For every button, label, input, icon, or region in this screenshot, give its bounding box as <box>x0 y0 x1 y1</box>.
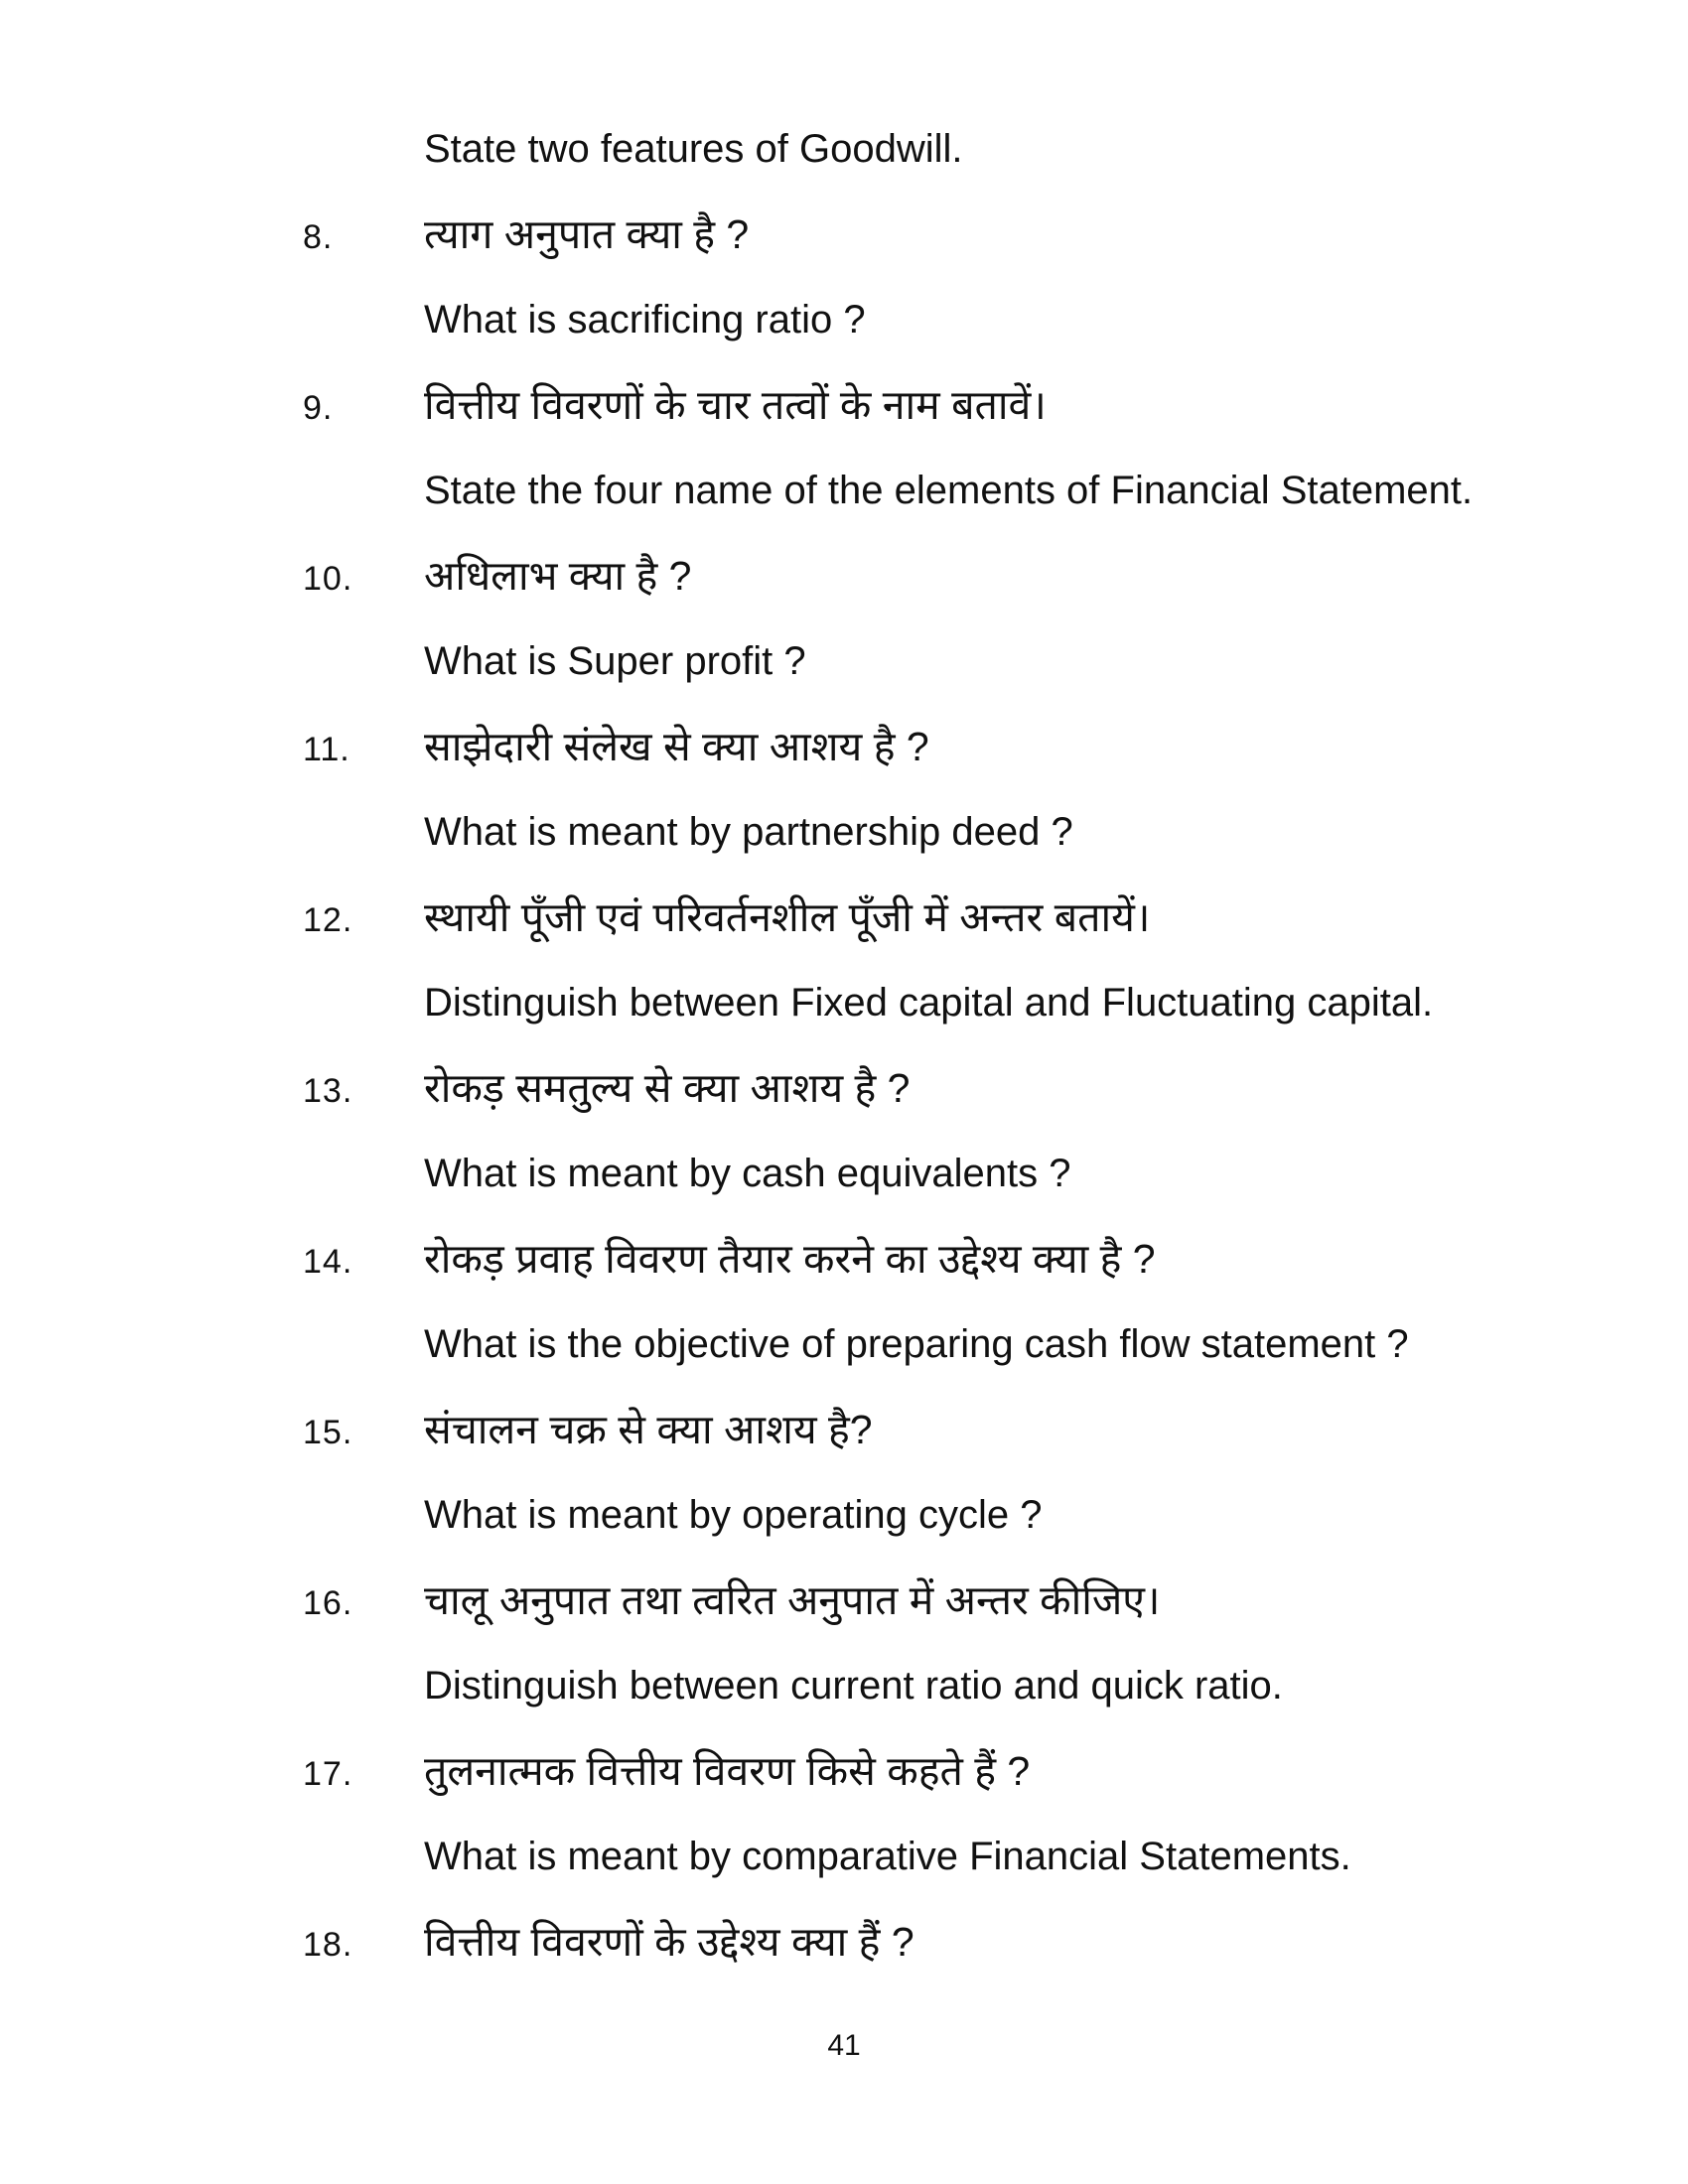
question-english-text: Distinguish between current ratio and quick ratio. <box>424 1664 1283 1707</box>
question-hindi-text: वित्तीय विवरणों के चार तत्वों के नाम बतावें। <box>424 382 1047 428</box>
question-english-text: What is meant by comparative Financial Statements. <box>424 1835 1351 1878</box>
question-english-text: What is the objective of preparing cash flow statement ? <box>424 1322 1409 1366</box>
question-hindi-text: साझेदारी संलेख से क्या आशय है ? <box>424 724 929 769</box>
question-english-line <box>0 1833 1688 1918</box>
question-number: 12. <box>303 901 353 939</box>
question-hindi-line <box>0 1576 1688 1662</box>
question-english-line <box>0 808 1688 893</box>
question-english-text: State the four name of the elements of Financial Statement. <box>424 469 1474 512</box>
question-english-text: What is sacrificing ratio ? <box>424 298 866 341</box>
question-english-line <box>0 1320 1688 1406</box>
question-hindi-line <box>0 1235 1688 1320</box>
question-number: 14. <box>303 1243 353 1281</box>
question-number: 18. <box>303 1926 353 1964</box>
question-hindi-line <box>0 381 1688 467</box>
question-hindi-line <box>0 1064 1688 1150</box>
question-english-text: What is meant by operating cycle ? <box>424 1493 1043 1537</box>
question-english-line <box>0 467 1688 552</box>
question-english-text: State two features of Goodwill. <box>424 127 963 171</box>
question-english-line <box>0 1150 1688 1235</box>
question-hindi-text: चालू अनुपात तथा त्वरित अनुपात में अन्तर कीजिए। <box>424 1577 1161 1623</box>
question-number: 15. <box>303 1414 353 1451</box>
question-hindi-line <box>0 552 1688 637</box>
question-english-line <box>0 979 1688 1064</box>
question-hindi-text: वित्तीय विवरणों के उद्देश्य क्या हैं ? <box>424 1919 914 1965</box>
question-hindi-text: संचालन चक्र से क्या आशय है? <box>424 1407 873 1452</box>
question-hindi-text: तुलनात्मक वित्तीय विवरण किसे कहते हैं ? <box>424 1748 1031 1794</box>
question-english-text: What is meant by cash equivalents ? <box>424 1152 1071 1195</box>
question-hindi-text: स्थायी पूँजी एवं परिवर्तनशील पूँजी में अन्तर बतायें। <box>424 894 1151 940</box>
question-hindi-text: त्याग अनुपात क्या है ? <box>424 211 750 257</box>
question-hindi-text: रोकड़ प्रवाह विवरण तैयार करने का उद्देश्य क्या है ? <box>424 1236 1156 1282</box>
orphan-english-line <box>0 125 1688 210</box>
question-english-line <box>0 637 1688 723</box>
question-hindi-line <box>0 893 1688 979</box>
question-hindi-text: रोकड़ समतुल्य से क्या आशय है ? <box>424 1065 911 1111</box>
question-hindi-line <box>0 1406 1688 1491</box>
question-hindi-line <box>0 723 1688 808</box>
question-list <box>0 125 1688 2003</box>
question-hindi-text: अधिलाभ क्या है ? <box>424 553 692 599</box>
question-number: 8. <box>303 218 334 256</box>
question-english-text: Distinguish between Fixed capital and Fluctuating capital. <box>424 981 1434 1024</box>
question-english-line <box>0 296 1688 381</box>
question-english-text: What is Super profit ? <box>424 639 806 683</box>
question-number: 9. <box>303 389 334 427</box>
question-number: 10. <box>303 560 353 598</box>
question-english-text: What is meant by partnership deed ? <box>424 810 1073 854</box>
question-number: 11. <box>303 731 351 768</box>
question-number: 17. <box>303 1755 353 1793</box>
question-english-line <box>0 1662 1688 1747</box>
question-hindi-line <box>0 1747 1688 1833</box>
question-hindi-line <box>0 1918 1688 2003</box>
question-english-line <box>0 1491 1688 1576</box>
question-number: 16. <box>303 1584 353 1622</box>
page-number: 41 <box>827 2029 861 2062</box>
question-hindi-line <box>0 210 1688 296</box>
question-number: 13. <box>303 1072 353 1110</box>
